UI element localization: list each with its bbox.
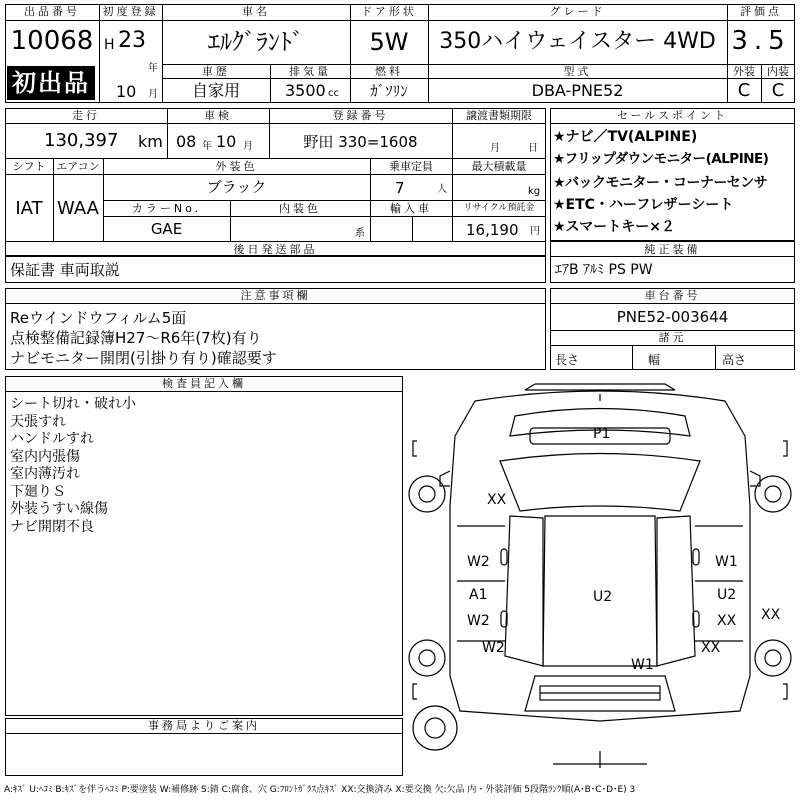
score-value: 3.5 — [731, 26, 791, 56]
history-value: 自家用 — [191, 81, 240, 100]
damage-mark: W1 — [631, 657, 654, 673]
inspector-line: ナビ開閉不良 — [10, 518, 94, 535]
recycle-label: リサイクル預託金 — [463, 203, 535, 213]
inspector-line: 室内内張傷 — [10, 448, 80, 465]
caution-line: Reウインドウフィルム5面 — [10, 309, 187, 327]
sales-item: ★フリップダウンモニター(ALPINE) — [553, 151, 769, 167]
color-value: ブラック — [206, 178, 267, 196]
door-value: 5W — [369, 28, 409, 56]
inspection-month-unit: 月 — [243, 141, 253, 152]
damage-mark: W2 — [467, 613, 490, 629]
inspector-line: ハンドルすれ — [10, 431, 94, 447]
first-reg-month-unit: 月 — [148, 89, 158, 100]
displacement-value: 3500 — [285, 81, 326, 100]
chassis-label: 車台番号 — [644, 289, 701, 302]
model-label: 型式 — [563, 65, 592, 78]
equipment-label: 純正装備 — [644, 243, 701, 256]
damage-mark: P1 — [593, 426, 611, 442]
inspector-line: 天張すれ — [10, 413, 66, 430]
mileage-value: 130,397 — [44, 130, 119, 151]
fuel-value: ｶﾞｿﾘﾝ — [370, 82, 408, 100]
caution-line: ナビモニター開閉(引掛り有り)確認要す — [10, 349, 277, 367]
inspection-label: 車検 — [204, 109, 232, 122]
model-value: DBA-PNE52 — [531, 81, 624, 100]
door-label: ドア形状 — [361, 5, 417, 18]
score-label: 評価点 — [740, 5, 782, 18]
grade-label: グレード — [549, 5, 606, 18]
later-parts-value: 保証書 車両取説 — [10, 261, 120, 279]
color-no-label: カラーNo. — [131, 202, 202, 215]
plate-label: 登録番号 — [332, 109, 389, 122]
damage-mark: XX — [761, 607, 781, 623]
plate-value: 野田 330=1608 — [303, 133, 418, 151]
grade-value: 350ハイウェイスター 4WD — [439, 29, 716, 54]
import-label: 輸入車 — [390, 202, 432, 215]
damage-mark: W1 — [715, 554, 738, 570]
inspection-year: 08 — [176, 132, 197, 151]
displacement-unit: cc — [328, 88, 339, 99]
inspector-line: 下廻りＳ — [10, 483, 66, 500]
legend: A:ｷｽﾞ U:ﾍｺﾐ B:ｷｽﾞを伴うﾍｺﾐ P:要塗装 W:補修跡 S:錆 C:腐食、穴 G:ﾌﾛﾝﾄｶﾞﾗｽ点ｷｽﾞ XX:交換済み X:要交換 欠:欠品 内・外装評価 5段階ﾗﾝｸ順(A･B･C･D･E) 3 — [4, 785, 636, 795]
exterior-value: C — [737, 80, 751, 101]
office-label: 事務局よりご案内 — [148, 719, 260, 732]
shift-value: IAT — [15, 198, 43, 219]
inspection-month: 10 — [216, 132, 237, 151]
dims-height: 高さ — [722, 353, 747, 367]
inspector-line: 室内薄汚れ — [10, 466, 80, 482]
transfer-month-unit: 月 — [490, 143, 500, 154]
sales-item: ★ナビ／TV(ALPINE) — [553, 129, 698, 145]
transfer-day-unit: 日 — [528, 143, 538, 154]
car-name-label: 車名 — [242, 5, 270, 18]
first-reg-label: 初度登録 — [102, 5, 159, 18]
caution-label: 注意事項欄 — [240, 289, 311, 302]
damage-mark: U2 — [593, 589, 613, 605]
ac-value: WAA — [57, 198, 99, 219]
inspection-year-unit: 年 — [202, 141, 212, 152]
shift-label: シフト — [12, 160, 46, 173]
first-listing-badge: 初出品 — [7, 66, 95, 100]
dims-length: 長さ — [555, 353, 580, 367]
later-parts-label: 後日発送部品 — [233, 243, 318, 256]
load-label: 最大積載量 — [471, 160, 527, 173]
ac-label: エアコン — [56, 160, 100, 173]
chassis-value: PNE52-003644 — [616, 308, 729, 326]
dims-label: 諸元 — [658, 331, 687, 344]
interior-label: 内装 — [767, 65, 789, 78]
mileage-label: 走行 — [72, 109, 100, 122]
damage-mark: XX — [717, 613, 737, 629]
damage-mark: W2 — [467, 554, 490, 570]
damage-mark: XX — [487, 492, 507, 508]
dims-width: 幅 — [648, 353, 661, 367]
inspector-line: シート切れ・破れ小 — [10, 396, 136, 412]
exterior-label: 外装 — [733, 65, 755, 78]
history-label: 車歴 — [202, 65, 230, 78]
sales-item: ★ETC・ハーフレザーシート — [553, 197, 734, 213]
damage-diagram — [405, 376, 795, 776]
capacity-label: 乗車定員 — [389, 160, 433, 173]
first-reg-era: H — [104, 37, 115, 53]
equipment-value: ｴｱB ｱﾙﾐ PS PW — [555, 262, 653, 278]
lot-number: 10068 — [10, 26, 94, 56]
damage-mark: W2 — [482, 640, 505, 656]
color-label: 外装色 — [215, 160, 258, 173]
first-reg-year-unit: 年 — [148, 63, 158, 74]
capacity-value: 7 — [395, 179, 405, 197]
sales-item: ★スマートキー×２ — [553, 219, 676, 235]
color-no-value: GAE — [150, 220, 183, 238]
load-unit: kg — [528, 186, 541, 197]
damage-mark: U2 — [717, 587, 737, 603]
sales-label: セールスポイント — [616, 109, 728, 122]
first-reg-month: 10 — [116, 82, 137, 101]
inspector-label: 検査員記入欄 — [162, 377, 246, 390]
inspector-line: 外装うすい線傷 — [10, 501, 108, 517]
damage-mark: A1 — [469, 587, 488, 603]
recycle-unit: 円 — [530, 226, 540, 237]
displacement-label: 排気量 — [289, 65, 331, 78]
lot-label: 出品番号 — [24, 5, 80, 18]
transfer-label: 譲渡書類期限 — [466, 109, 532, 122]
caution-line: 点検整備記録簿H27～R6年(7枚)有り — [10, 329, 262, 347]
interior-value: C — [771, 80, 785, 101]
car-name: ｴﾙｸﾞﾗﾝﾄﾞ — [208, 28, 304, 56]
sales-item: ★バックモニター・コーナーセンサ — [553, 175, 768, 191]
int-color-label: 内装色 — [279, 202, 321, 215]
damage-mark: XX — [701, 640, 721, 656]
fuel-label: 燃料 — [375, 65, 403, 78]
capacity-unit: 人 — [437, 184, 447, 195]
recycle-value: 16,190 — [466, 221, 519, 239]
first-reg-year: 23 — [118, 28, 146, 53]
mileage-unit: km — [138, 132, 163, 151]
int-color-unit: 系 — [355, 228, 365, 239]
